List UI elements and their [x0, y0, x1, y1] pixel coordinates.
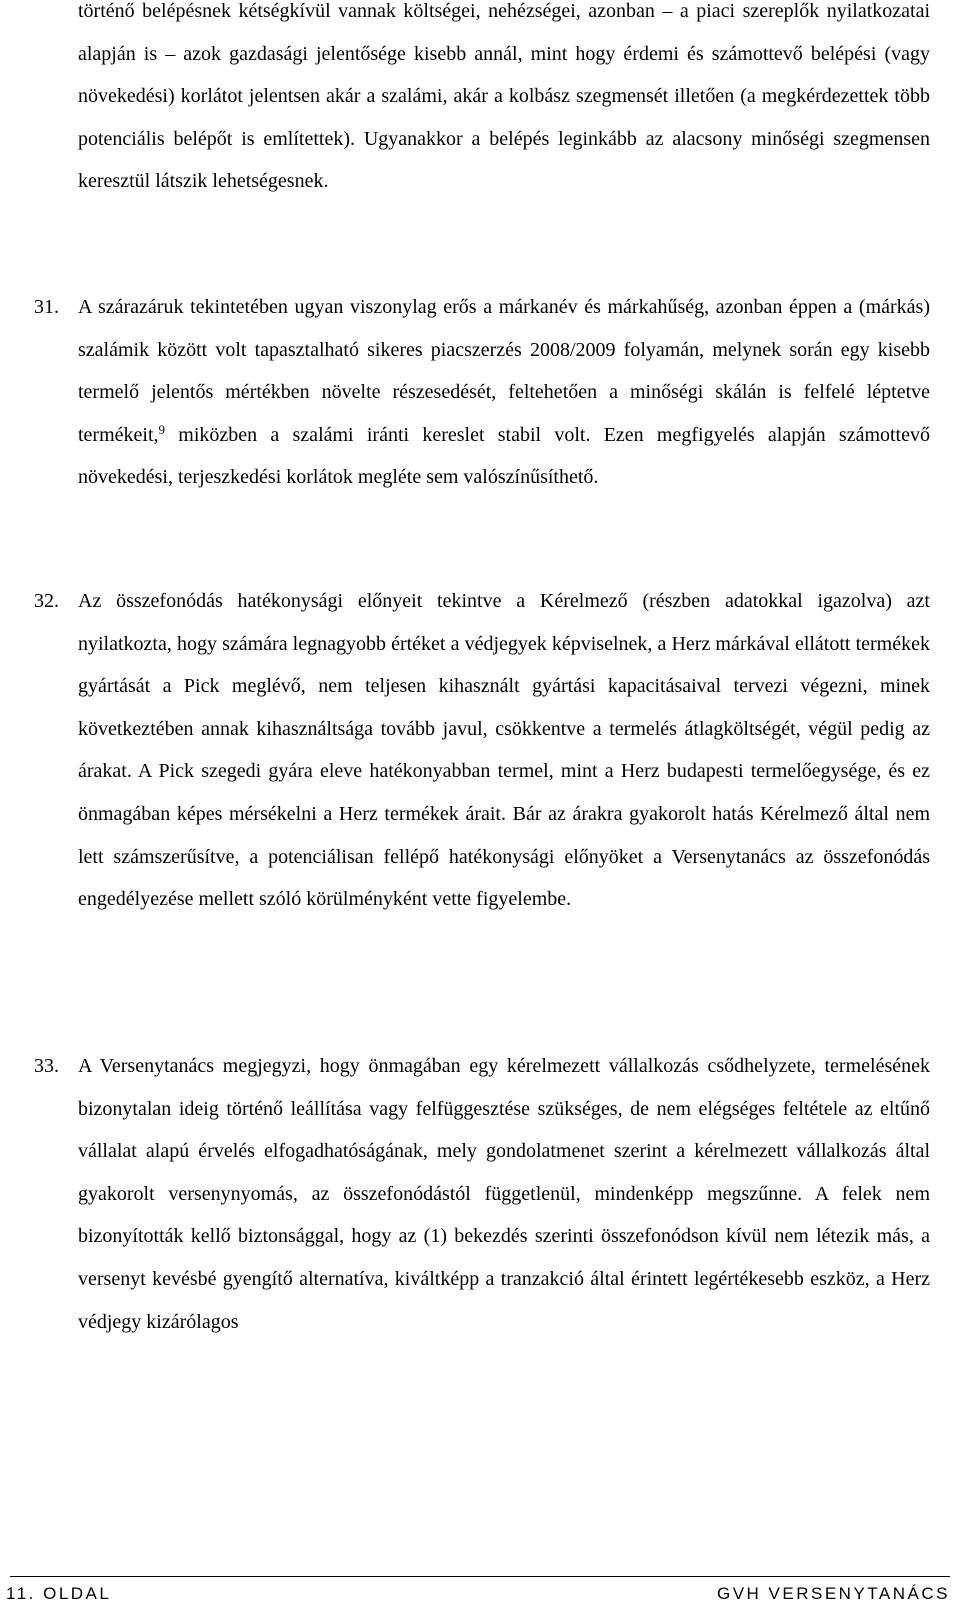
paragraph-number: 32.	[34, 590, 59, 612]
paragraph-number: 31.	[34, 296, 59, 318]
paragraph-number: 33.	[34, 1055, 59, 1077]
paragraph-text: A Versenytanács megjegyzi, hogy önmagában egy kérelmezett vállalkozás csődhelyzete, termelésének bizonytalan ideig történő leállítása vagy felfüggesztése szükséges, de nem elégséges feltétele az eltűnő vállalat alapú érvelés elfogadhatóságának, mely gondolatmenet szerint a kérelmezett vállalkozás által gyakorolt versenynyomás, az összefonódástól függetlenül, mindenképp megszűnne. A felek nem bizonyították kellő biztonsággal, hogy az (1) bekezdés szerinti összefonódson kívül nem létezik más, a versenyt kevésbé gyengítő alternatíva, kiváltképp a tranzakció által érintett legértékesebb eszköz, a Herz védjegy kizárólagos	[78, 1055, 930, 1333]
footnote-reference[interactable]: 9	[158, 421, 166, 437]
page-number: 11. OLDAL	[6, 1584, 112, 1603]
paragraph-text-continued: miközben a szalámi iránti kereslet stabil volt. Ezen megfigyelés alapján számottevő növekedési, terjeszkedési korlátok megléte sem valószínűsíthető.	[78, 423, 930, 489]
paragraph-31	[34, 286, 930, 499]
footer-organization: GVH VERSENYTANÁCS	[716, 1584, 950, 1603]
paragraph-32	[34, 580, 930, 921]
footer-divider	[10, 1576, 950, 1577]
paragraph-33	[34, 1045, 930, 1343]
paragraph-text: Az összefonódás hatékonysági előnyeit tekintve a Kérelmező (részben adatokkal igazolva) azt nyilatkozta, hogy számára legnagyobb értéket a védjegyek képviselnek, a Herz márkával ellátott termékek gyártását a Pick meglévő, nem teljesen kihasznált gyártási kapacitásaival tervezi végezni, minek következtében annak kihasználtsága tovább javul, csökkentve a termelés átlagköltségét, végül pedig az árakat. A Pick szegedi gyára eleve hatékonyabban termel, mint a Herz budapesti termelőegysége, és ez önmagában képes mérsékelni a Herz termékek árait. Bár az árakra gyakorolt hatás Kérelmező által nem lett számszerűsítve, a potenciálisan fellépő hatékonysági előnyöket a Versenytanács az összefonódás engedélyezése mellett szóló körülményként vette figyelembe.	[78, 590, 930, 911]
paragraph-text: A szárazáruk tekintetében ugyan viszonylag erős a márkanév és márkahűség, azonban éppen a (márkás) szalámik között volt tapasztalható sikeres piacszerzés 2008/2009 folyamán, melynek során egy kisebb termelő jelentős mértékben növelte részesedését, feltehetően a minőségi skálán is felfelé léptetve termékeit,	[78, 296, 930, 446]
intro-paragraph: történő belépésnek kétségkívül vannak költségei, nehézségei, azonban – a piaci szereplők nyilatkozatai alapján is – azok gazdasági jelentősége kisebb annál, mint hogy érdemi és számottevő belépési (vagy növekedési) korlátot jelentsen akár a szalámi, akár a kolbász szegmensét illetően (a megkérdezettek több potenciális belépőt is említettek). Ugyanakkor a belépés leginkább az alacsony minőségi szegmensen keresztül látszik lehetségesnek.	[78, 0, 930, 193]
